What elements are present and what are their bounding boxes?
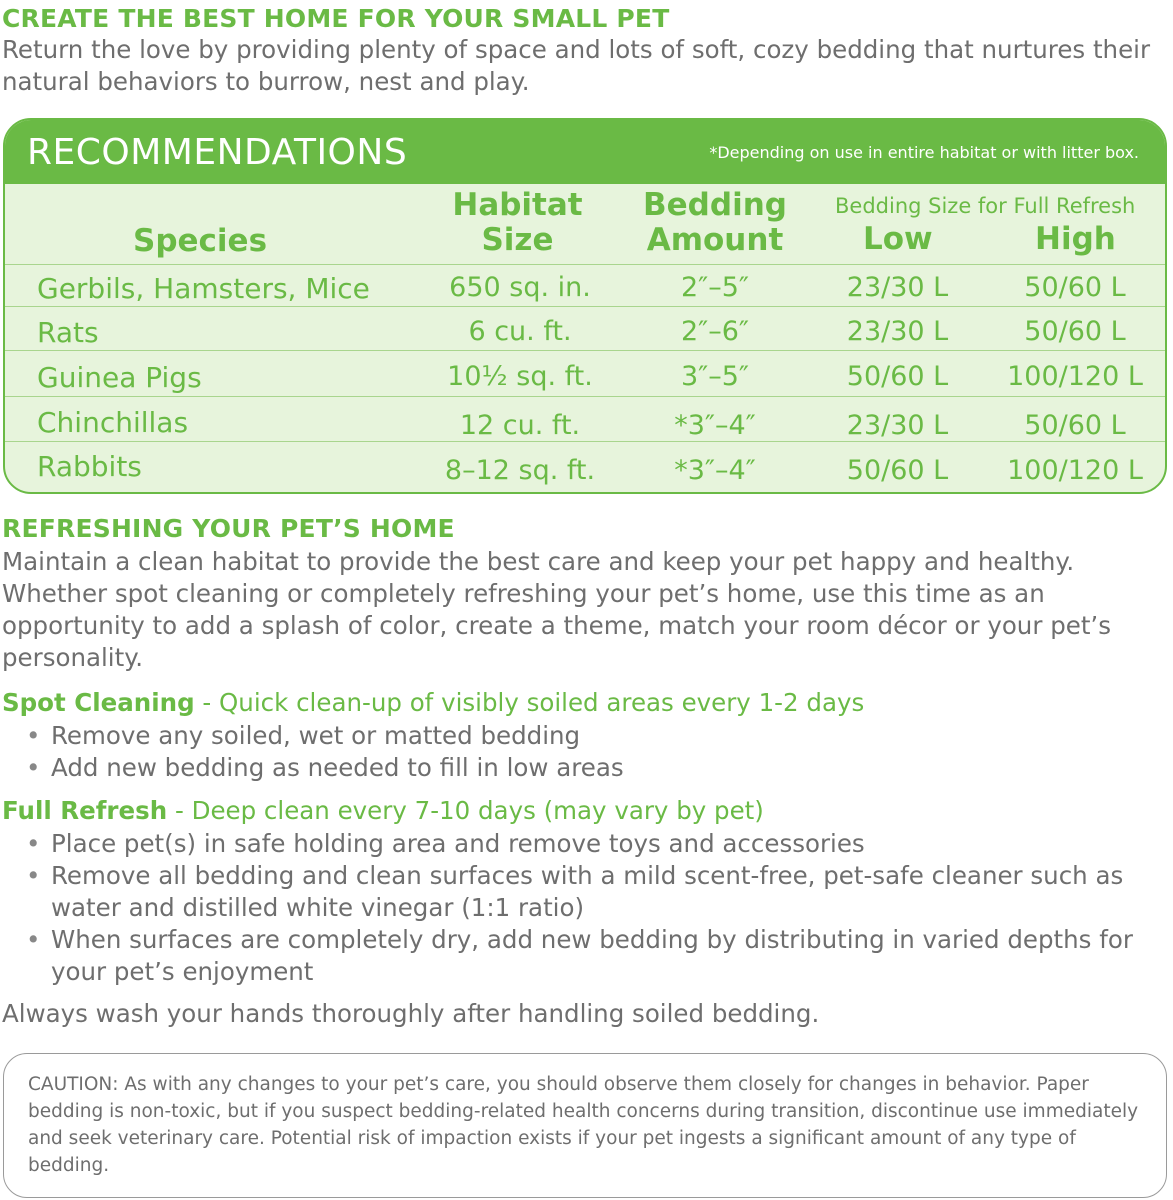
cell-habitat: 10½ sq. ft. bbox=[447, 361, 593, 392]
recommendations-note: *Depending on use in entire habitat or with litter box. bbox=[709, 143, 1139, 162]
list-item bbox=[24, 828, 1154, 860]
cell-bedding: 2″–6″ bbox=[680, 316, 750, 347]
cell-high: 50/60 L bbox=[1024, 410, 1126, 441]
refreshing-body: Maintain a clean habitat to provide the best care and keep your pet happy and healthy. Whether spot cleaning or completely refreshing your pet’s home, use this time as an opportunity to add a splash of color, create a theme, match your room décor or your pet’s personality. bbox=[2, 547, 1111, 672]
col-header-bedding-line1: Bedding bbox=[643, 187, 787, 223]
cell-habitat: 650 sq. in. bbox=[449, 272, 591, 303]
cell-habitat: 12 cu. ft. bbox=[459, 410, 581, 441]
cell-low: 23/30 L bbox=[846, 272, 949, 303]
row-divider bbox=[5, 264, 1165, 265]
cell-species: Gerbils, Hamsters, Mice bbox=[37, 272, 370, 305]
refreshing-title: REFRESHING YOUR PET’S HOME bbox=[2, 514, 455, 543]
cell-low: 23/30 L bbox=[846, 316, 949, 347]
cell-high: 100/120 L bbox=[1007, 361, 1143, 392]
cell-habitat: 6 cu. ft. bbox=[468, 316, 572, 347]
row-divider bbox=[5, 350, 1165, 351]
cell-low: 23/30 L bbox=[846, 410, 949, 441]
col-header-habitat-line2: Size bbox=[481, 222, 554, 258]
col-header-high: High bbox=[1035, 221, 1116, 257]
caution-text: CAUTION: As with any changes to your pet’s care, you should observe them closely for changes in behavior. Paper bedding is non-toxic, but if you suspect bedding-related health concerns during transition, discontinue use immediately and seek veterinary care. Potential risk of impaction exists if your pet ingests a significant amount of any type of bedding. bbox=[28, 1074, 1139, 1176]
cell-low: 50/60 L bbox=[846, 361, 949, 392]
bullet-icon: • bbox=[26, 721, 41, 750]
cell-bedding: 2″–5″ bbox=[680, 272, 750, 303]
list-item-text: Place pet(s) in safe holding area and remove toys and accessories bbox=[51, 829, 865, 858]
bullet-icon: • bbox=[26, 753, 41, 782]
cell-bedding: 3″–5″ bbox=[680, 361, 750, 392]
cell-habitat: 8–12 sq. ft. bbox=[444, 455, 596, 486]
list-item bbox=[24, 752, 1154, 784]
list-item-text: Remove any soiled, wet or matted bedding bbox=[51, 721, 581, 750]
cell-species: Chinchillas bbox=[37, 406, 189, 439]
recommendations-title: RECOMMENDATIONS bbox=[27, 132, 408, 173]
full-refresh-heading bbox=[2, 796, 764, 825]
list-item-text: When surfaces are completely dry, add new bedding by distributing in varied depths for your pet’s enjoyment bbox=[51, 925, 1133, 986]
cell-species: Guinea Pigs bbox=[37, 361, 202, 394]
cell-species: Rabbits bbox=[37, 450, 142, 483]
bullet-icon: • bbox=[26, 829, 41, 858]
recommendations-header bbox=[5, 120, 1165, 184]
intro-body: Return the love by providing plenty of space and lots of soft, cozy bedding that nurtures their natural behaviors to burrow, nest and play. bbox=[2, 35, 1151, 96]
caution-box bbox=[3, 1053, 1167, 1198]
bullet-icon: • bbox=[26, 861, 41, 890]
cell-bedding: *3″–4″ bbox=[674, 410, 756, 441]
full-refresh-desc: - Deep clean every 7-10 days (may vary by pet) bbox=[167, 796, 764, 825]
row-divider bbox=[5, 441, 1165, 442]
col-header-bedding bbox=[635, 188, 795, 258]
full-refresh-list bbox=[24, 828, 1154, 988]
col-header-low: Low bbox=[863, 221, 933, 257]
col-header-habitat bbox=[445, 188, 590, 258]
spot-cleaning-desc: - Quick clean-up of visibly soiled areas every 1-2 days bbox=[194, 688, 865, 717]
row-divider bbox=[5, 396, 1165, 397]
list-item bbox=[24, 720, 1154, 752]
col-header-bedding-line2: Amount bbox=[646, 222, 784, 258]
wash-note: Always wash your hands thoroughly after handling soiled bedding. bbox=[2, 999, 820, 1028]
spot-cleaning-list bbox=[24, 720, 1154, 784]
cell-bedding: *3″–4″ bbox=[674, 455, 756, 486]
cell-high: 100/120 L bbox=[1007, 455, 1143, 486]
intro-title: CREATE THE BEST HOME FOR YOUR SMALL PET bbox=[2, 4, 670, 33]
spot-cleaning-label: Spot Cleaning bbox=[2, 688, 195, 717]
list-item bbox=[24, 924, 1154, 988]
cell-low: 50/60 L bbox=[846, 455, 949, 486]
col-header-species: Species bbox=[133, 223, 268, 259]
list-item-text: Add new bedding as needed to fill in low areas bbox=[51, 753, 624, 782]
list-item bbox=[24, 860, 1154, 924]
cell-species: Rats bbox=[37, 316, 99, 349]
recommendations-table bbox=[3, 118, 1167, 494]
row-divider bbox=[5, 306, 1165, 307]
bullet-icon: • bbox=[26, 925, 41, 954]
col-header-habitat-line1: Habitat bbox=[452, 187, 583, 223]
list-item-text: Remove all bedding and clean surfaces with a mild scent-free, pet-safe cleaner such as water and distilled white vinegar (1:1 ratio) bbox=[51, 861, 1124, 922]
cell-high: 50/60 L bbox=[1024, 272, 1126, 303]
spot-cleaning-heading bbox=[2, 688, 864, 717]
cell-high: 50/60 L bbox=[1024, 316, 1126, 347]
full-refresh-label: Full Refresh bbox=[2, 796, 168, 825]
col-header-refresh-group: Bedding Size for Full Refresh bbox=[835, 194, 1136, 218]
